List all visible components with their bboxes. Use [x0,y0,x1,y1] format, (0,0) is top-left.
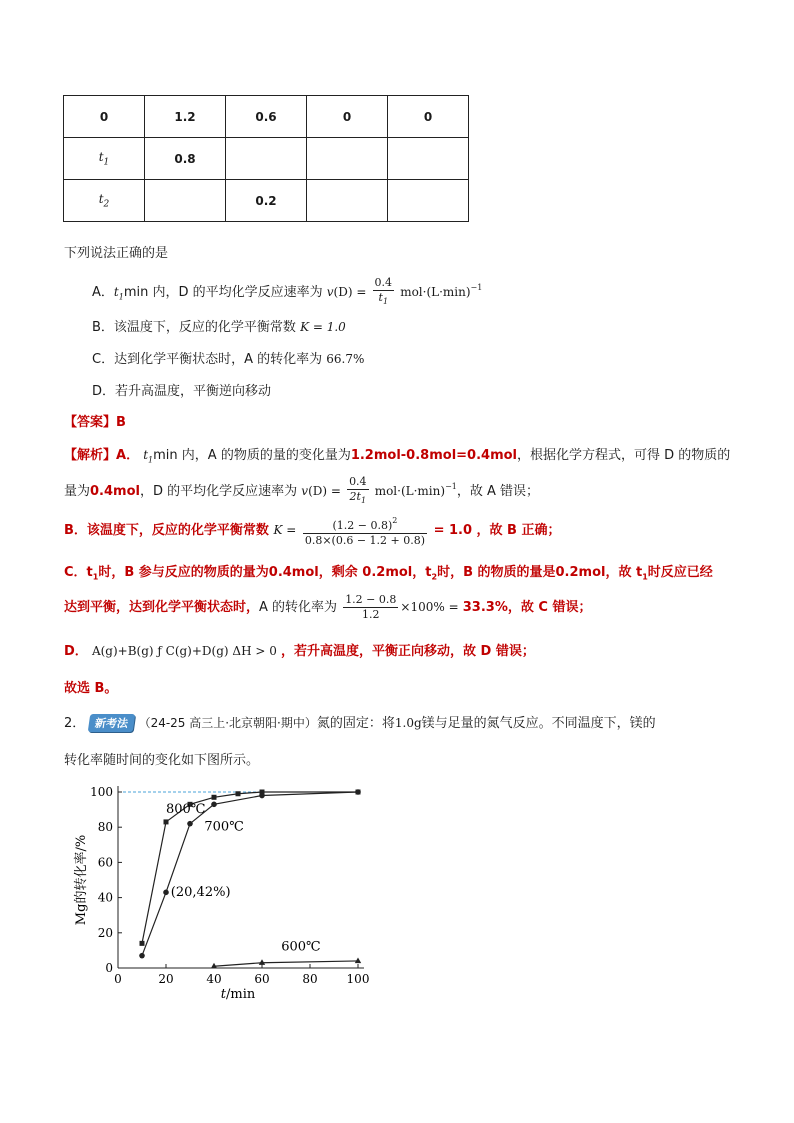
k-fraction: $\frac{(1.2 - 0.8)^2}{0.8\times(0.6 - 1.2 + 0.8)}$ [304,515,426,547]
series-label: 600℃ [281,939,321,955]
analysis-b [64,513,561,548]
analysis-text: D． [64,644,88,659]
rate-unit: mol·(L·min) [400,285,471,299]
analysis-text: = 1.0 ，故 B 正确； [433,523,561,538]
table-cell [388,180,469,222]
data-table [63,95,469,222]
analysis-text: ，若升高温度，平衡正向移动，故 D 错误； [281,644,535,659]
analysis-value: 1.2mol-0.8mol=0.4mol [350,448,518,463]
table-cell [388,138,469,180]
data-point [259,793,265,799]
analysis-value: 33.3% [462,600,508,615]
y-tick-label: 80 [97,820,113,835]
series-label: 700℃ [204,819,244,835]
conversion-chart [70,775,390,1015]
analysis-text: ，故 C 错误； [507,600,592,615]
table-cell [226,138,307,180]
y-axis-label: Mg的转化率/% [74,834,89,926]
table-row [64,96,469,138]
y-tick-label: 60 [97,855,113,870]
question-text: 镁与足量的氮气反应。不同温度下，镁的 [421,716,656,731]
table-cell-time: $t_2$ [64,180,145,222]
option-b [92,316,346,335]
analysis-value: 0.4mol [268,565,319,580]
data-point [355,957,361,963]
question-text: 氮的固定：将 [316,716,395,731]
analysis-text: ，根据化学方程式，可得 D 的物质的 [517,448,731,463]
table-cell: 1.2 [145,96,226,138]
time-symbol: $t_1$ [113,285,124,302]
data-point [164,819,169,824]
question-value: 1.0g [394,716,422,730]
table-cell: 0.8 [145,138,226,180]
table-row [64,138,469,180]
option-a: A．$t_1\min$ 内，D 的平均化学反应速率为 v(D) = $\frac{0.4}{t_1}$ $mol\cdot(L\cdot\min)^{-1}$ [92,271,482,314]
x-tick-label: 0 [114,972,122,986]
table-cell: 0 [64,96,145,138]
point-annotation: (20,42%) [170,884,231,900]
k-symbol: K = [273,523,297,537]
table-cell: 0 [307,96,388,138]
analysis-text: ，故 A 错误； [456,484,540,499]
rate-symbol: v(D) = [301,484,341,498]
data-point [139,953,145,959]
data-point [236,791,241,796]
option-expr: K = 1.0 [300,320,346,334]
option-text: C．达到化学平衡状态时，A 的转化率为 [92,352,323,367]
y-tick-label: 100 [90,785,113,799]
rate-symbol: v(D) = [326,285,367,299]
option-text: min 内，D 的平均化学反应速率为 [123,285,323,300]
table-cell-time: $t_1$ [64,138,145,180]
option-text: B．该温度下，反应的化学平衡常数 [92,320,296,335]
rate-fraction: $\frac{0.4}{2t_1}$ [349,474,367,506]
data-point [259,959,265,965]
analysis-c-line2 [64,590,591,625]
series-label: 800℃ [166,802,206,818]
question2-line1 [64,712,656,732]
conversion-fraction: $\frac{1.2 - 0.8}{1.2}$ [345,593,397,621]
new-method-badge: 新考法 [88,714,136,732]
x-tick-label: 20 [158,972,174,986]
option-d: D．若升高温度，平衡逆向移动 [92,384,272,399]
table-cell: 0 [388,96,469,138]
data-point [211,802,217,808]
option-label: A． [92,285,114,300]
y-tick-label: 20 [97,925,113,940]
option-c [92,348,364,367]
data-point [187,821,193,827]
x-tick-label: 80 [302,972,318,986]
data-point [163,890,169,896]
x-tick-label: 60 [254,972,270,986]
question-stem: 下列说法正确的是 [64,246,169,261]
x-axis-label: t/min [220,987,256,1002]
analysis-text: ，t [412,565,432,580]
data-point [140,941,145,946]
data-point [212,795,217,800]
analysis-text: C．t [64,565,93,580]
table-cell [307,180,388,222]
analysis-text: min 内，A 的物质的量的变化量为 [153,448,351,463]
analysis-text: 时，B 的物质的量是 [437,565,556,580]
analysis-c-line1: C．$t_1$时，B 参与反应的物质的量为0.4mol，剩余 0.2mol，$t_2$时，B 的物质的量是0.2mol，故 $t_1$时反应已经 [64,565,713,582]
analysis-text: A 的转化率为 [259,600,338,615]
time-symbol: $t_1$ [143,448,154,465]
rate-fraction: $\frac{0.4}{t_1}$ [374,275,393,307]
analysis-a-line1 [64,444,730,464]
y-tick-label: 40 [97,890,113,905]
option-value: 66.7% [326,352,365,366]
table-row [64,180,469,222]
analysis-value: 0.2mol [362,565,413,580]
x-tick-label: 40 [206,972,222,986]
analysis-text: ，故 t [605,565,643,580]
analysis-label: 【解析】 [64,448,117,463]
analysis-value: 0.4mol [90,484,140,499]
table-cell: 0.2 [226,180,307,222]
analysis-text: B．该温度下，反应的化学平衡常数 [64,523,269,538]
series-line [214,961,358,966]
question-number: 2． [64,716,86,731]
analysis-text: ，D 的平均化学反应速率为 [139,484,298,499]
y-tick-label: 0 [105,961,113,975]
data-point [355,789,361,795]
analysis-value: 0.2mol [555,565,606,580]
x-tick-label: 100 [346,972,370,986]
analysis-a-line2: 量为0.4mol，D 的平均化学反应速率为 v(D) = $\frac{0.4}{2t_1}$ $mol\cdot(L\cdot\min)^{-1}$，故 A 错误； [64,470,539,509]
analysis-text: ×100% = [400,600,459,614]
analysis-text: ，剩余 [318,565,358,580]
table-cell: 0.6 [226,96,307,138]
analysis-text: 达到平衡，达到化学平衡状态时， [64,600,260,615]
conclusion: 故选 B。 [64,681,118,696]
answer-label: 【答案】B [64,415,126,430]
table-cell [145,180,226,222]
analysis-text: 时，B 参与反应的物质的量为 [98,565,269,580]
analysis-text: 量为 [64,484,91,499]
question2-line2: 转化率随时间的变化如下图所示。 [64,753,260,768]
table-cell [307,138,388,180]
reaction-equation: A(g)+B(g) ƒ C(g)+D(g) ΔH > 0 [91,644,277,658]
analysis-text: 时反应已经 [647,565,713,580]
analysis-d [64,640,535,659]
question-source: （24-25 高三上·北京朝阳·期中） [138,716,317,730]
rate-unit: mol·(L·min) [374,484,446,498]
analysis-text: A． [116,448,140,463]
